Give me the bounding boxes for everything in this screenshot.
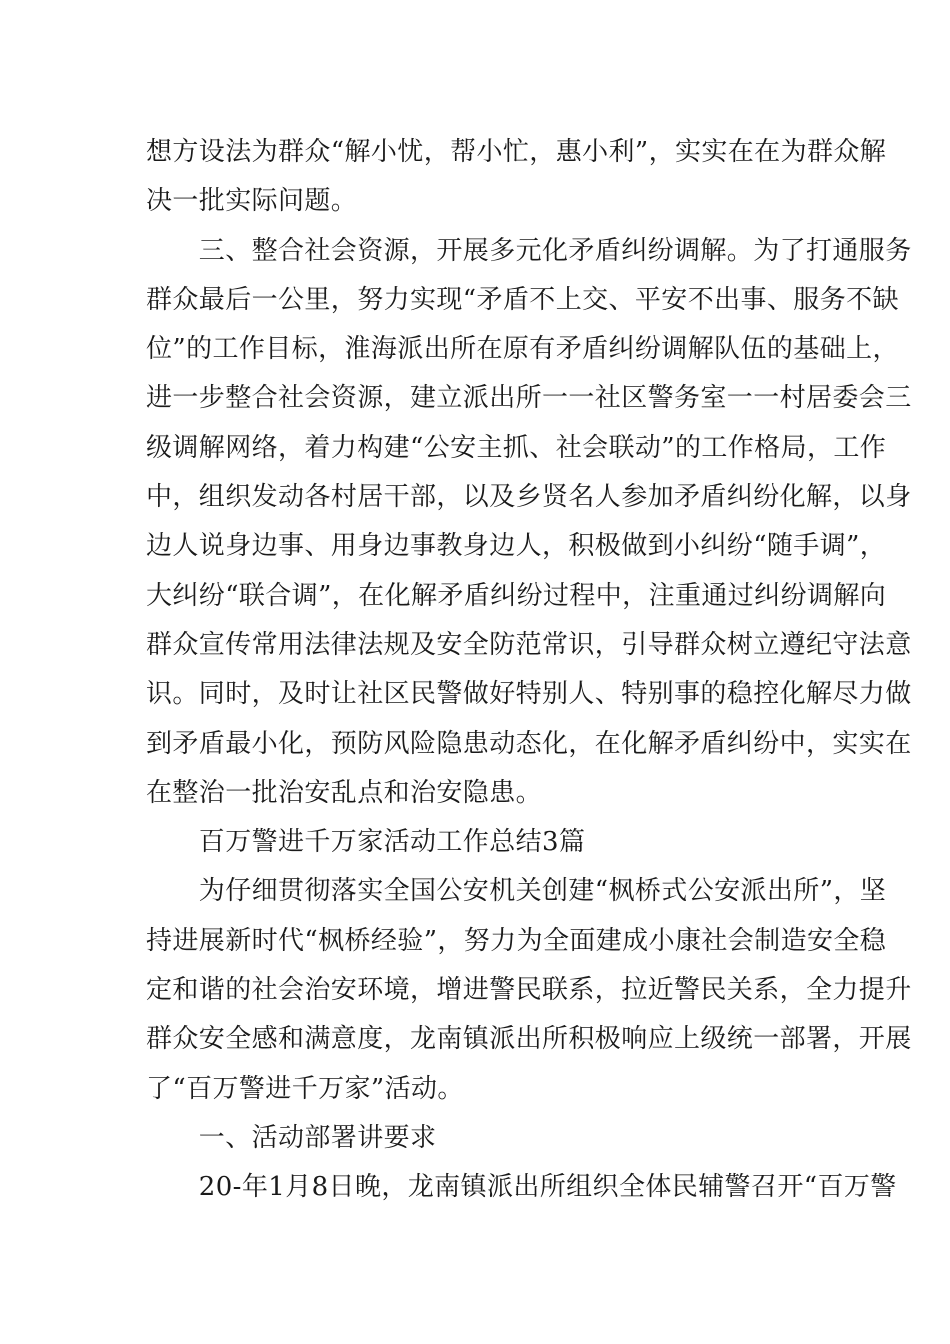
text-line: 群众最后一公里，努力实现“矛盾不上交、平安不出事、服务不缺 xyxy=(146,284,899,315)
text-line: 为仔细贯彻落实全国公安机关创建“枫桥式公安派出所”，坚 xyxy=(146,876,887,907)
text-line: 进一步整合社会资源，建立派出所一一社区警务室一一村居委会三 xyxy=(146,383,912,414)
section-heading-paragraph: 三、整合社会资源，开展多元化矛盾纠纷调解。为了打通服务 xyxy=(146,235,912,266)
text-line: 边人说身边事、用身边事教身边人，积极做到小纠纷“随手调”， xyxy=(146,531,887,562)
text-line: 识。同时，及时让社区民警做好特别人、特别事的稳控化解尽力做 xyxy=(146,679,912,710)
text-line: 到矛盾最小化，预防风险隐患动态化，在化解矛盾纠纷中，实实在 xyxy=(146,728,912,759)
text-line: 想方设法为群众“解小忧，帮小忙，惠小利”，实实在在为群众解 xyxy=(146,137,887,167)
text-line: 持进展新时代“枫桥经验”，努力为全面建成小康社会制造安全稳 xyxy=(146,925,887,956)
text-line: 决一批实际问题。 xyxy=(146,186,358,217)
section-heading: 一、活动部署讲要求 xyxy=(146,1122,437,1153)
text-line: 群众宣传常用法律法规及安全防范常识，引导群众树立遵纪守法意 xyxy=(146,629,912,660)
document-body xyxy=(146,128,912,1213)
text-line: 20-年1月8日晚，龙南镇派出所组织全体民辅警召开“百万警 xyxy=(146,1172,897,1203)
text-line: 大纠纷“联合调”，在化解矛盾纠纷过程中，注重通过纠纷调解向 xyxy=(146,580,887,611)
text-line: 级调解网络，着力构建“公安主抓、社会联动”的工作格局，工作 xyxy=(146,432,887,463)
text-line: 中，组织发动各村居干部，以及乡贤名人参加矛盾纠纷化解，以身 xyxy=(146,482,912,513)
text-line: 在整治一批治安乱点和治安隐患。 xyxy=(146,777,543,808)
text-line: 定和谐的社会治安环境，增进警民联系，拉近警民关系，全力提升 xyxy=(146,975,912,1006)
document-title: 百万警进千万家活动工作总结3篇 xyxy=(146,827,586,858)
text-line: 位”的工作目标，淮海派出所在原有矛盾纠纷调解队伍的基础上， xyxy=(146,334,899,365)
text-line: 群众安全感和满意度，龙南镇派出所积极响应上级统一部署，开展 xyxy=(146,1024,912,1055)
text-line: 了“百万警进千万家”活动。 xyxy=(146,1073,464,1104)
